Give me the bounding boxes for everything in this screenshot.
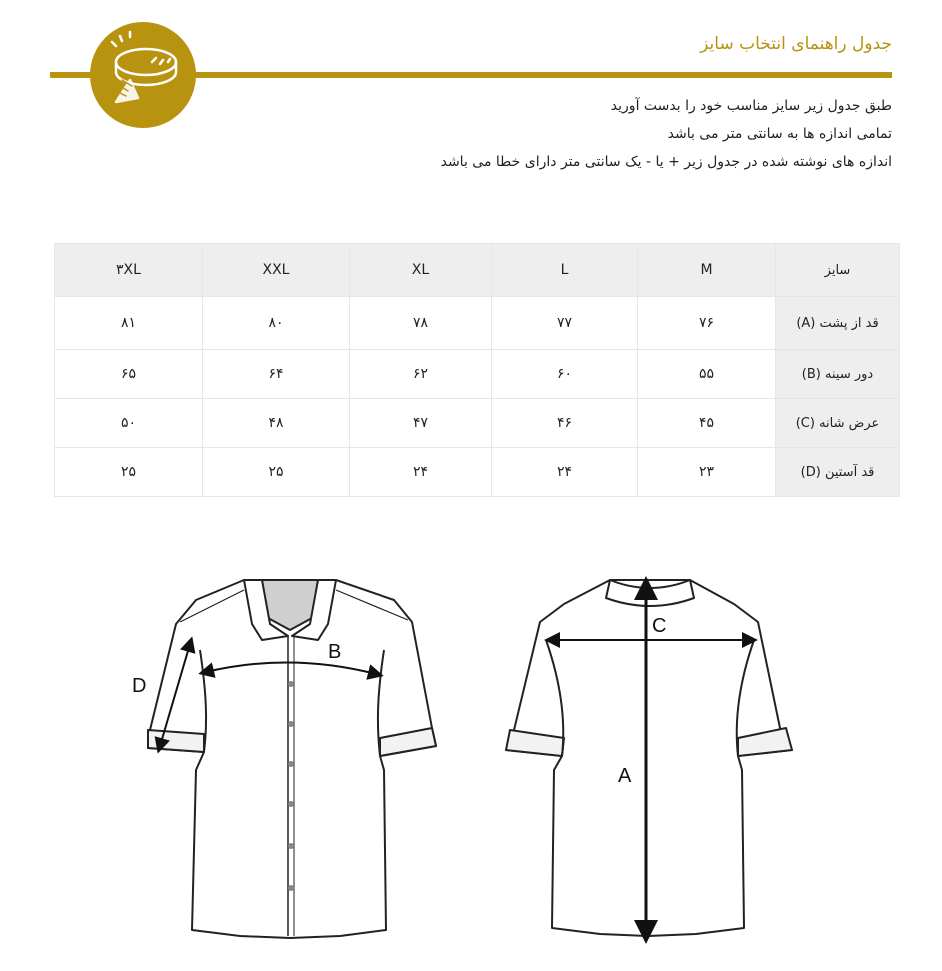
note-line: اندازه های نوشته شده در جدول زیر + یا - یک سانتی متر دارای خطا می باشد [440,154,892,170]
table-cell: ۵۰ [55,399,203,448]
table-cell: ۴۸ [203,399,350,448]
table-cell: ۲۵ [203,448,350,497]
measuring-tape-icon [90,22,196,128]
size-header: M [638,244,776,297]
size-header: L [492,244,638,297]
table-cell: ۴۷ [350,399,492,448]
table-header-row [55,244,900,297]
size-header: ۳XL [55,244,203,297]
table-row [55,297,900,350]
table-cell: ۲۵ [55,448,203,497]
row-label: قد آستین (D) [776,448,900,497]
note-line: طبق جدول زیر سایز مناسب خود را بدست آورید [610,98,892,114]
table-cell: ۷۶ [638,297,776,350]
table-cell: ۷۷ [492,297,638,350]
size-header: XXL [203,244,350,297]
table-cell: ۶۴ [203,350,350,399]
row-label: دور سینه (B) [776,350,900,399]
label-d: D [132,675,147,697]
table-cell: ۷۸ [350,297,492,350]
table-row [55,350,900,399]
table-cell: ۴۵ [638,399,776,448]
label-b: B [328,641,342,663]
label-a: A [618,765,632,787]
table-cell: ۸۰ [203,297,350,350]
table-cell: ۶۰ [492,350,638,399]
table-row [55,399,900,448]
measuring-tape-badge [90,22,196,128]
front-shirt [148,580,436,938]
back-shirt [506,580,792,936]
note-line: تمامی اندازه ها به سانتی متر می باشد [667,126,892,142]
table-cell: ۲۴ [350,448,492,497]
size-table [54,243,900,497]
table-cell: ۴۶ [492,399,638,448]
row-label: قد از پشت (A) [776,297,900,350]
table-cell: ۸۱ [55,297,203,350]
shirt-measurement-diagram [0,540,942,971]
size-header: XL [350,244,492,297]
table-cell: ۲۳ [638,448,776,497]
table-cell: ۶۲ [350,350,492,399]
label-c: C [652,615,667,637]
instructions [292,92,892,176]
page-title: جدول راهنمای انتخاب سایز [700,34,892,54]
table-cell: ۲۴ [492,448,638,497]
row-label: عرض شانه (C) [776,399,900,448]
table-cell: ۵۵ [638,350,776,399]
table-row [55,448,900,497]
table-corner-label: سایز [776,244,900,297]
table-cell: ۶۵ [55,350,203,399]
